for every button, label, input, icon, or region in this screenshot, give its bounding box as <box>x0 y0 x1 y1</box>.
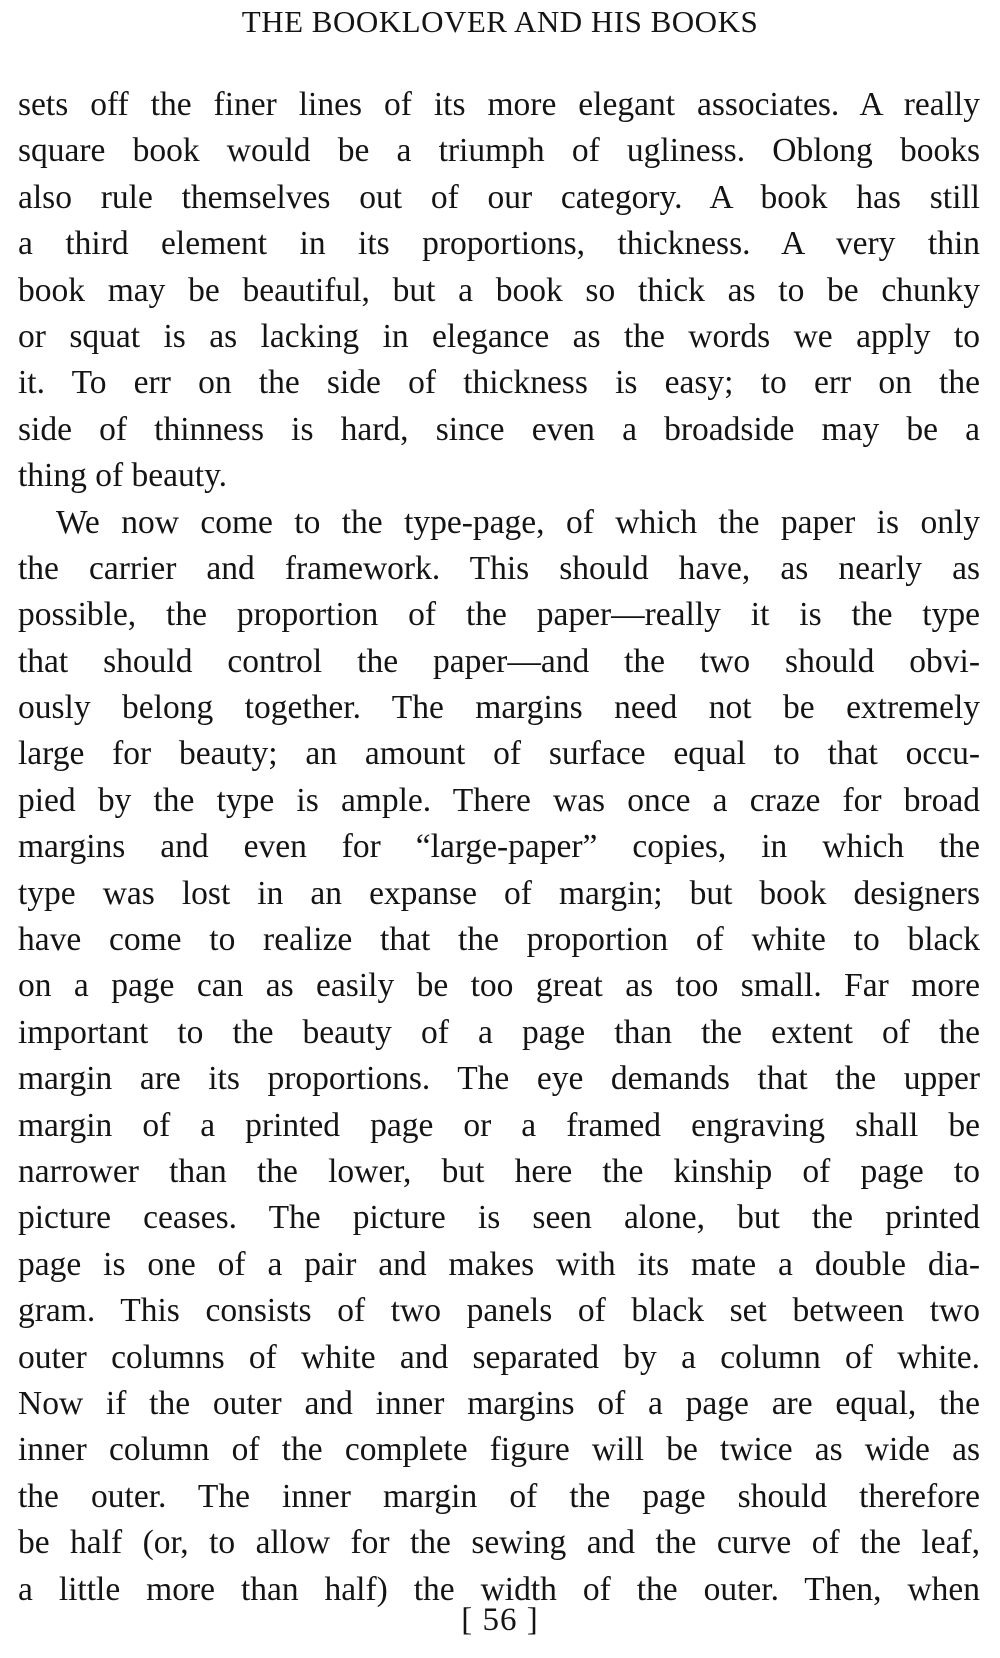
text-line: a little more than half) the width of the outer. Then, when <box>18 1570 980 1608</box>
paragraph <box>18 500 980 1613</box>
text-line: ously belong together. The margins need not be extremely <box>18 689 980 727</box>
text-line: outer columns of white and separated by a column of white. <box>18 1338 980 1376</box>
text-line: narrower than the lower, but here the kinship of page to <box>18 1152 980 1190</box>
text-line: the outer. The inner margin of the page should therefore <box>18 1477 980 1515</box>
text-line: square book would be a triumph of ugliness. Oblong books <box>18 132 980 170</box>
text-line: pied by the type is ample. There was once a craze for broad <box>18 781 980 819</box>
text-line: large for beauty; an amount of surface equal to that occu- <box>18 735 980 773</box>
text-line: be half (or, to allow for the sewing and the curve of the leaf, <box>18 1524 980 1562</box>
running-head: THE BOOKLOVER AND HIS BOOKS <box>241 4 759 39</box>
text-line: margin of a printed page or a framed engraving shall be <box>18 1106 980 1144</box>
text-line: possible, the proportion of the paper—really it is the type <box>18 596 980 634</box>
body-text <box>18 82 980 1613</box>
text-line: the carrier and framework. This should have, as nearly as <box>18 549 980 587</box>
text-line: gram. This consists of two panels of black set between two <box>18 1292 980 1330</box>
text-line: thing of beauty. <box>18 457 228 495</box>
paragraph <box>18 82 980 500</box>
text-line: type was lost in an expanse of margin; but book designers <box>18 874 980 912</box>
text-line: sets off the finer lines of its more elegant associates. A really <box>18 86 980 123</box>
text-line: it. To err on the side of thickness is easy; to err on the <box>18 364 980 402</box>
text-line: that should control the paper—and the two should obvi- <box>18 642 980 680</box>
text-line: margin are its proportions. The eye demands that the upper <box>18 1060 980 1098</box>
text-line: picture ceases. The picture is seen alone, but the printed <box>18 1199 980 1237</box>
text-line: inner column of the complete figure will be twice as wide as <box>18 1431 980 1469</box>
text-line: Now if the outer and inner margins of a page are equal, the <box>18 1384 980 1422</box>
text-line: also rule themselves out of our category. A book has still <box>18 178 980 216</box>
text-line: side of thinness is hard, since even a broadside may be a <box>18 410 980 448</box>
text-line: have come to realize that the proportion of white to black <box>18 921 980 959</box>
text-line: book may be beautiful, but a book so thick as to be chunky <box>18 271 980 309</box>
text-line: or squat is as lacking in elegance as the words we apply to <box>18 317 980 355</box>
text-line: page is one of a pair and makes with its mate a double dia- <box>18 1245 980 1283</box>
text-line: margins and even for “large-paper” copies, in which the <box>18 828 980 866</box>
text-line: a third element in its proportions, thickness. A very thin <box>18 225 980 263</box>
text-line: important to the beauty of a page than the extent of the <box>18 1013 980 1051</box>
text-line: on a page can as easily be too great as too small. Far more <box>18 967 980 1005</box>
text-line: We now come to the type-page, of which the paper is only <box>56 503 980 541</box>
page-number: [ 56 ] <box>461 1602 539 1638</box>
